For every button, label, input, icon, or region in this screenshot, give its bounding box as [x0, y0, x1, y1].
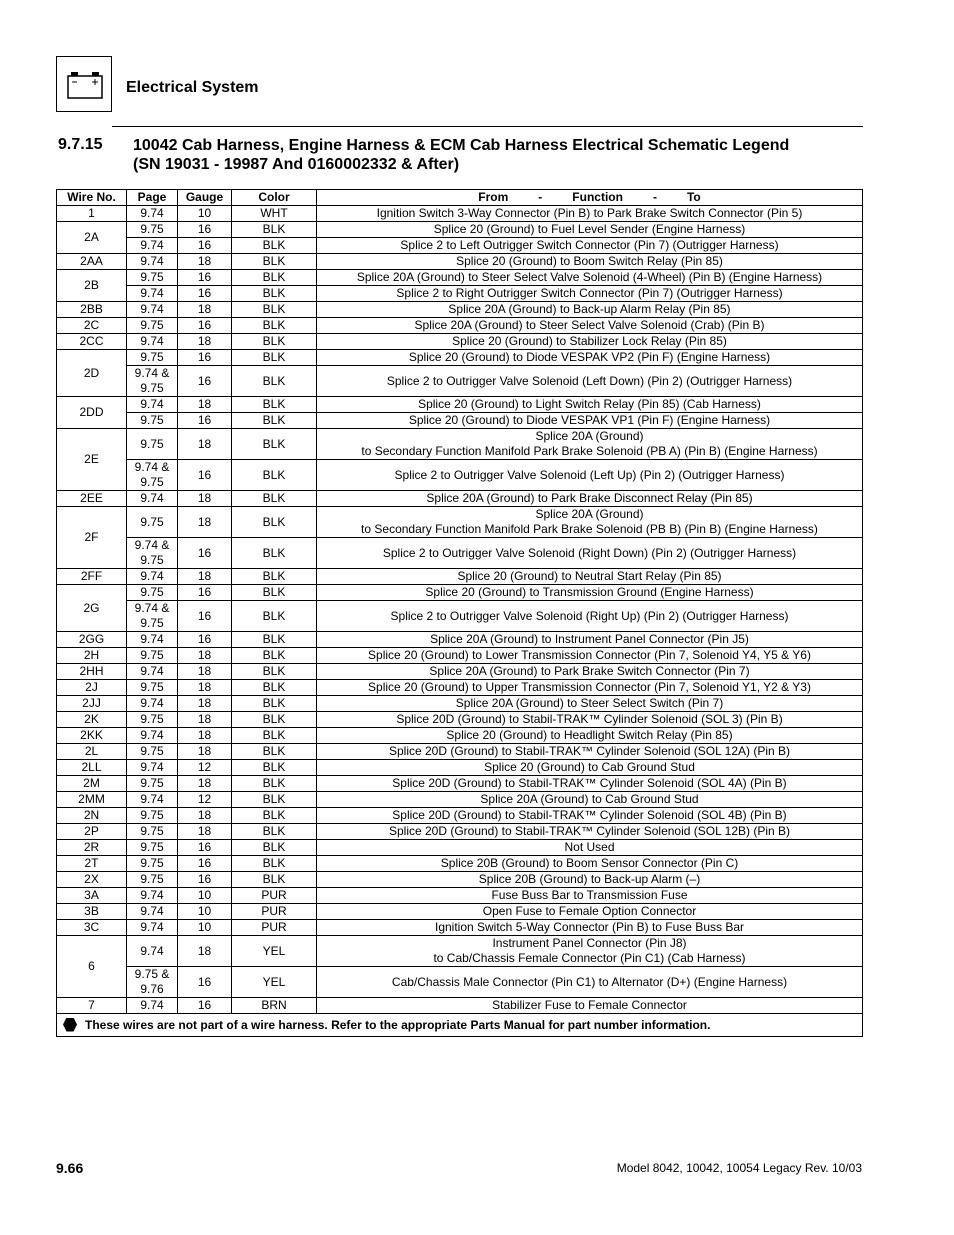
page-cell: 9.74 — [127, 206, 178, 222]
gauge-cell: 16 — [178, 222, 232, 238]
page-cell: 9.74 & 9.75 — [127, 366, 178, 397]
gauge-cell: 18 — [178, 254, 232, 270]
table-row — [57, 808, 863, 824]
page-cell: 9.75 — [127, 648, 178, 664]
color-cell: BLK — [232, 712, 317, 728]
function-cell: Splice 20A (Ground) to Steer Select Valve Solenoid (Crab) (Pin B) — [317, 318, 863, 334]
function-cell: Splice 20 (Ground) to Cab Ground Stud — [317, 760, 863, 776]
col-sep-1: - — [538, 190, 543, 204]
table-row — [57, 664, 863, 680]
wire-no-cell: 2LL — [57, 760, 127, 776]
gauge-cell: 18 — [178, 664, 232, 680]
table-row — [57, 585, 863, 601]
wire-no-cell: 2AA — [57, 254, 127, 270]
page-cell: 9.74 & 9.75 — [127, 538, 178, 569]
page-cell: 9.74 — [127, 936, 178, 967]
page-cell: 9.75 — [127, 585, 178, 601]
table-row — [57, 286, 863, 302]
function-cell: Ignition Switch 3-Way Connector (Pin B) to Park Brake Switch Connector (Pin 5) — [317, 206, 863, 222]
color-cell: BLK — [232, 254, 317, 270]
function-cell: Splice 2 to Outrigger Valve Solenoid (Left Down) (Pin 2) (Outrigger Harness) — [317, 366, 863, 397]
gauge-cell: 18 — [178, 334, 232, 350]
color-cell: PUR — [232, 904, 317, 920]
wire-no-cell: 1 — [57, 206, 127, 222]
table-row — [57, 696, 863, 712]
color-cell: BLK — [232, 460, 317, 491]
gauge-cell: 18 — [178, 936, 232, 967]
color-cell: BLK — [232, 824, 317, 840]
color-cell: BLK — [232, 413, 317, 429]
note-row — [57, 1014, 863, 1037]
function-cell: Splice 20 (Ground) to Fuel Level Sender (Engine Harness) — [317, 222, 863, 238]
color-cell: PUR — [232, 888, 317, 904]
page-cell: 9.74 & 9.75 — [127, 460, 178, 491]
battery-icon-box — [56, 56, 112, 112]
function-cell: Splice 20 (Ground) to Diode VESPAK VP2 (Pin F) (Engine Harness) — [317, 350, 863, 366]
color-cell: BLK — [232, 569, 317, 585]
wire-no-cell: 2L — [57, 744, 127, 760]
function-cell: Splice 20 (Ground) to Neutral Start Relay (Pin 85) — [317, 569, 863, 585]
color-cell: YEL — [232, 967, 317, 998]
col-page: Page — [127, 190, 178, 206]
color-cell: BLK — [232, 491, 317, 507]
wire-no-cell: 6 — [57, 936, 127, 998]
page-cell: 9.74 — [127, 397, 178, 413]
page-cell: 9.75 — [127, 350, 178, 366]
gauge-cell: 16 — [178, 238, 232, 254]
wire-no-cell: 2P — [57, 824, 127, 840]
wire-no-cell: 2G — [57, 585, 127, 632]
function-cell: Splice 20A (Ground) to Instrument Panel Connector (Pin J5) — [317, 632, 863, 648]
gauge-cell: 16 — [178, 538, 232, 569]
header-divider — [112, 126, 863, 127]
table-row — [57, 632, 863, 648]
function-cell: Splice 20 (Ground) to Lower Transmission Connector (Pin 7, Solenoid Y4, Y5 & Y6) — [317, 648, 863, 664]
page-cell: 9.74 — [127, 920, 178, 936]
page-cell: 9.75 — [127, 776, 178, 792]
table-row — [57, 776, 863, 792]
page-cell: 9.74 — [127, 632, 178, 648]
table-row — [57, 888, 863, 904]
table-row — [57, 680, 863, 696]
function-cell: Open Fuse to Female Option Connector — [317, 904, 863, 920]
table-row — [57, 206, 863, 222]
table-header-row — [57, 190, 863, 206]
table-row — [57, 350, 863, 366]
color-cell: YEL — [232, 936, 317, 967]
gauge-cell: 16 — [178, 270, 232, 286]
function-cell: Splice 20 (Ground) to Diode VESPAK VP1 (Pin F) (Engine Harness) — [317, 413, 863, 429]
page-cell: 9.75 & 9.76 — [127, 967, 178, 998]
page-cell: 9.74 — [127, 286, 178, 302]
page-cell: 9.75 — [127, 413, 178, 429]
wire-no-cell: 2FF — [57, 569, 127, 585]
gauge-cell: 18 — [178, 680, 232, 696]
gauge-cell: 16 — [178, 840, 232, 856]
wire-no-cell: 2K — [57, 712, 127, 728]
page-cell: 9.74 — [127, 302, 178, 318]
color-cell: BLK — [232, 664, 317, 680]
section-title-line1: 10042 Cab Harness, Engine Harness & ECM Cab Harness Electrical Schematic Legend — [133, 137, 790, 154]
gauge-cell: 18 — [178, 712, 232, 728]
table-row — [57, 920, 863, 936]
table-row — [57, 840, 863, 856]
table-row — [57, 712, 863, 728]
color-cell: BLK — [232, 856, 317, 872]
page-cell: 9.75 — [127, 318, 178, 334]
page-cell: 9.75 — [127, 507, 178, 538]
wire-no-cell: 2A — [57, 222, 127, 254]
function-cell: Cab/Chassis Male Connector (Pin C1) to Alternator (D+) (Engine Harness) — [317, 967, 863, 998]
wire-no-cell: 2C — [57, 318, 127, 334]
wire-no-cell: 2EE — [57, 491, 127, 507]
gauge-cell: 16 — [178, 286, 232, 302]
section-title-line2: (SN 19031 - 19987 And 0160002332 & After) — [133, 156, 460, 173]
table-row — [57, 222, 863, 238]
page-cell: 9.74 — [127, 664, 178, 680]
table-row — [57, 270, 863, 286]
wire-no-cell: 2CC — [57, 334, 127, 350]
table-row — [57, 302, 863, 318]
color-cell: BLK — [232, 632, 317, 648]
function-cell: Splice 20D (Ground) to Stabil-TRAK™ Cylinder Solenoid (SOL 12B) (Pin B) — [317, 824, 863, 840]
battery-icon — [57, 57, 113, 113]
gauge-cell: 18 — [178, 808, 232, 824]
function-cell: Splice 20 (Ground) to Upper Transmission Connector (Pin 7, Solenoid Y1, Y2 & Y3) — [317, 680, 863, 696]
color-cell: BLK — [232, 366, 317, 397]
gauge-cell: 18 — [178, 397, 232, 413]
table-row — [57, 507, 863, 538]
color-cell: BLK — [232, 728, 317, 744]
color-cell: PUR — [232, 920, 317, 936]
wire-no-cell: 2F — [57, 507, 127, 569]
wire-no-cell: 2D — [57, 350, 127, 397]
page-cell: 9.75 — [127, 680, 178, 696]
hexagon-icon — [63, 1018, 77, 1032]
page-cell: 9.74 — [127, 238, 178, 254]
gauge-cell: 12 — [178, 760, 232, 776]
page-cell: 9.75 — [127, 270, 178, 286]
page-cell: 9.74 — [127, 728, 178, 744]
function-cell: Splice 2 to Left Outrigger Switch Connector (Pin 7) (Outrigger Harness) — [317, 238, 863, 254]
color-cell: BLK — [232, 350, 317, 366]
page-cell: 9.75 — [127, 712, 178, 728]
color-cell: BRN — [232, 998, 317, 1014]
gauge-cell: 16 — [178, 998, 232, 1014]
table-row — [57, 601, 863, 632]
note-text: These wires are not part of a wire harness. Refer to the appropriate Parts Manual for part number information. — [85, 1017, 711, 1032]
table-row — [57, 491, 863, 507]
wire-no-cell: 2JJ — [57, 696, 127, 712]
wire-no-cell: 2DD — [57, 397, 127, 429]
color-cell: BLK — [232, 397, 317, 413]
gauge-cell: 16 — [178, 413, 232, 429]
table-row — [57, 728, 863, 744]
function-cell: Splice 20A (Ground) to Back-up Alarm Relay (Pin 85) — [317, 302, 863, 318]
gauge-cell: 10 — [178, 920, 232, 936]
color-cell: BLK — [232, 507, 317, 538]
table-row — [57, 318, 863, 334]
col-to: To — [686, 190, 701, 204]
page-cell: 9.75 — [127, 872, 178, 888]
wire-no-cell: 2N — [57, 808, 127, 824]
color-cell: BLK — [232, 585, 317, 601]
function-cell: Splice 2 to Outrigger Valve Solenoid (Right Up) (Pin 2) (Outrigger Harness) — [317, 601, 863, 632]
gauge-cell: 10 — [178, 206, 232, 222]
color-cell: BLK — [232, 318, 317, 334]
function-cell: Not Used — [317, 840, 863, 856]
page-cell: 9.75 — [127, 856, 178, 872]
gauge-cell: 18 — [178, 491, 232, 507]
color-cell: BLK — [232, 286, 317, 302]
gauge-cell: 10 — [178, 904, 232, 920]
header-title: Electrical System — [126, 79, 259, 96]
gauge-cell: 18 — [178, 507, 232, 538]
function-cell: Instrument Panel Connector (Pin J8) to Cab/Chassis Female Connector (Pin C1) (Cab Harness) — [317, 936, 863, 967]
wire-no-cell: 2T — [57, 856, 127, 872]
page-cell: 9.74 — [127, 998, 178, 1014]
gauge-cell: 18 — [178, 776, 232, 792]
function-cell: Splice 20D (Ground) to Stabil-TRAK™ Cylinder Solenoid (SOL 4B) (Pin B) — [317, 808, 863, 824]
table-row — [57, 238, 863, 254]
color-cell: BLK — [232, 538, 317, 569]
page-cell: 9.74 — [127, 760, 178, 776]
gauge-cell: 10 — [178, 888, 232, 904]
section-number: 9.7.15 — [58, 136, 103, 153]
page-number: 9.66 — [56, 1160, 84, 1176]
color-cell: BLK — [232, 840, 317, 856]
gauge-cell: 16 — [178, 585, 232, 601]
function-cell: Splice 2 to Outrigger Valve Solenoid (Right Down) (Pin 2) (Outrigger Harness) — [317, 538, 863, 569]
gauge-cell: 16 — [178, 632, 232, 648]
table-row — [57, 334, 863, 350]
col-function-label: Function — [572, 190, 623, 204]
color-cell: BLK — [232, 302, 317, 318]
wire-no-cell: 3C — [57, 920, 127, 936]
wire-legend-table — [56, 189, 863, 1037]
wire-no-cell: 2X — [57, 872, 127, 888]
function-cell: Splice 20A (Ground) to Cab Ground Stud — [317, 792, 863, 808]
gauge-cell: 16 — [178, 460, 232, 491]
function-cell: Splice 20D (Ground) to Stabil-TRAK™ Cylinder Solenoid (SOL 3) (Pin B) — [317, 712, 863, 728]
table-row — [57, 904, 863, 920]
table-row — [57, 998, 863, 1014]
page-cell: 9.74 — [127, 491, 178, 507]
function-cell: Splice 20D (Ground) to Stabil-TRAK™ Cylinder Solenoid (SOL 12A) (Pin B) — [317, 744, 863, 760]
page-cell: 9.75 — [127, 808, 178, 824]
table-row — [57, 760, 863, 776]
page-cell: 9.74 — [127, 334, 178, 350]
color-cell: BLK — [232, 760, 317, 776]
page-cell: 9.75 — [127, 744, 178, 760]
function-cell: Splice 20A (Ground) to Secondary Function Manifold Park Brake Solenoid (PB B) (Pin B) (Engine Harness) — [317, 507, 863, 538]
wire-no-cell: 7 — [57, 998, 127, 1014]
color-cell: BLK — [232, 334, 317, 350]
page-cell: 9.75 — [127, 840, 178, 856]
color-cell: BLK — [232, 648, 317, 664]
function-cell: Splice 20 (Ground) to Light Switch Relay (Pin 85) (Cab Harness) — [317, 397, 863, 413]
gauge-cell: 18 — [178, 744, 232, 760]
col-gauge: Gauge — [178, 190, 232, 206]
table-row — [57, 936, 863, 967]
color-cell: BLK — [232, 222, 317, 238]
table-row — [57, 366, 863, 397]
wire-no-cell: 2H — [57, 648, 127, 664]
function-cell: Splice 20B (Ground) to Back-up Alarm (–) — [317, 872, 863, 888]
color-cell: BLK — [232, 696, 317, 712]
gauge-cell: 16 — [178, 967, 232, 998]
color-cell: BLK — [232, 270, 317, 286]
gauge-cell: 18 — [178, 696, 232, 712]
function-cell: Splice 20D (Ground) to Stabil-TRAK™ Cylinder Solenoid (SOL 4A) (Pin B) — [317, 776, 863, 792]
color-cell: BLK — [232, 872, 317, 888]
wire-no-cell: 2R — [57, 840, 127, 856]
gauge-cell: 16 — [178, 872, 232, 888]
table-row — [57, 413, 863, 429]
gauge-cell: 18 — [178, 648, 232, 664]
col-wire-no: Wire No. — [57, 190, 127, 206]
table-row — [57, 824, 863, 840]
function-cell: Splice 20A (Ground) to Park Brake Switch Connector (Pin 7) — [317, 664, 863, 680]
page-cell: 9.75 — [127, 222, 178, 238]
color-cell: BLK — [232, 808, 317, 824]
page-cell: 9.74 — [127, 696, 178, 712]
table-row — [57, 967, 863, 998]
wire-no-cell: 2HH — [57, 664, 127, 680]
col-color: Color — [232, 190, 317, 206]
wire-no-cell: 3A — [57, 888, 127, 904]
function-cell: Splice 20A (Ground) to Steer Select Valve Solenoid (4-Wheel) (Pin B) (Engine Harness) — [317, 270, 863, 286]
wire-no-cell: 3B — [57, 904, 127, 920]
color-cell: BLK — [232, 776, 317, 792]
color-cell: BLK — [232, 744, 317, 760]
model-info: Model 8042, 10042, 10054 Legacy Rev. 10/03 — [616, 1161, 862, 1175]
gauge-cell: 16 — [178, 601, 232, 632]
wire-no-cell: 2J — [57, 680, 127, 696]
page-cell: 9.74 & 9.75 — [127, 601, 178, 632]
function-cell: Splice 20A (Ground) to Steer Select Switch (Pin 7) — [317, 696, 863, 712]
color-cell: BLK — [232, 238, 317, 254]
color-cell: BLK — [232, 792, 317, 808]
page-cell: 9.75 — [127, 824, 178, 840]
function-cell: Splice 20 (Ground) to Transmission Ground (Engine Harness) — [317, 585, 863, 601]
function-cell: Splice 2 to Right Outrigger Switch Connector (Pin 7) (Outrigger Harness) — [317, 286, 863, 302]
col-function — [317, 190, 863, 206]
table-row — [57, 648, 863, 664]
gauge-cell: 18 — [178, 429, 232, 460]
table-row — [57, 856, 863, 872]
function-cell: Splice 20A (Ground) to Park Brake Disconnect Relay (Pin 85) — [317, 491, 863, 507]
wire-no-cell: 2KK — [57, 728, 127, 744]
function-cell: Ignition Switch 5-Way Connector (Pin B) to Fuse Buss Bar — [317, 920, 863, 936]
wire-no-cell: 2B — [57, 270, 127, 302]
table-row — [57, 538, 863, 569]
gauge-cell: 16 — [178, 318, 232, 334]
table-row — [57, 460, 863, 491]
page-cell: 9.74 — [127, 254, 178, 270]
wire-no-cell: 2GG — [57, 632, 127, 648]
gauge-cell: 18 — [178, 728, 232, 744]
wire-table-body — [57, 206, 863, 1014]
gauge-cell: 18 — [178, 824, 232, 840]
function-cell: Splice 20 (Ground) to Boom Switch Relay (Pin 85) — [317, 254, 863, 270]
gauge-cell: 12 — [178, 792, 232, 808]
table-row — [57, 429, 863, 460]
wire-no-cell: 2MM — [57, 792, 127, 808]
gauge-cell: 16 — [178, 856, 232, 872]
table-row — [57, 792, 863, 808]
page-cell: 9.74 — [127, 904, 178, 920]
wire-no-cell: 2M — [57, 776, 127, 792]
table-row — [57, 872, 863, 888]
function-cell: Splice 20 (Ground) to Headlight Switch Relay (Pin 85) — [317, 728, 863, 744]
color-cell: WHT — [232, 206, 317, 222]
gauge-cell: 18 — [178, 302, 232, 318]
page-cell: 9.74 — [127, 888, 178, 904]
note-cell — [57, 1014, 863, 1037]
table-row — [57, 744, 863, 760]
color-cell: BLK — [232, 601, 317, 632]
col-sep-2: - — [652, 190, 657, 204]
function-cell: Splice 2 to Outrigger Valve Solenoid (Left Up) (Pin 2) (Outrigger Harness) — [317, 460, 863, 491]
function-cell: Stabilizer Fuse to Female Connector — [317, 998, 863, 1014]
page-cell: 9.75 — [127, 429, 178, 460]
page-cell: 9.74 — [127, 792, 178, 808]
color-cell: BLK — [232, 429, 317, 460]
wire-no-cell: 2E — [57, 429, 127, 491]
gauge-cell: 18 — [178, 569, 232, 585]
page-cell: 9.74 — [127, 569, 178, 585]
function-cell: Splice 20A (Ground) to Secondary Function Manifold Park Brake Solenoid (PB A) (Pin B) (Engine Harness) — [317, 429, 863, 460]
function-cell: Fuse Buss Bar to Transmission Fuse — [317, 888, 863, 904]
col-from: From — [478, 190, 509, 204]
color-cell: BLK — [232, 680, 317, 696]
section-title — [133, 136, 853, 174]
function-cell: Splice 20 (Ground) to Stabilizer Lock Relay (Pin 85) — [317, 334, 863, 350]
table-row — [57, 569, 863, 585]
wire-no-cell: 2BB — [57, 302, 127, 318]
gauge-cell: 16 — [178, 350, 232, 366]
table-row — [57, 254, 863, 270]
function-cell: Splice 20B (Ground) to Boom Sensor Connector (Pin C) — [317, 856, 863, 872]
table-row — [57, 397, 863, 413]
gauge-cell: 16 — [178, 366, 232, 397]
